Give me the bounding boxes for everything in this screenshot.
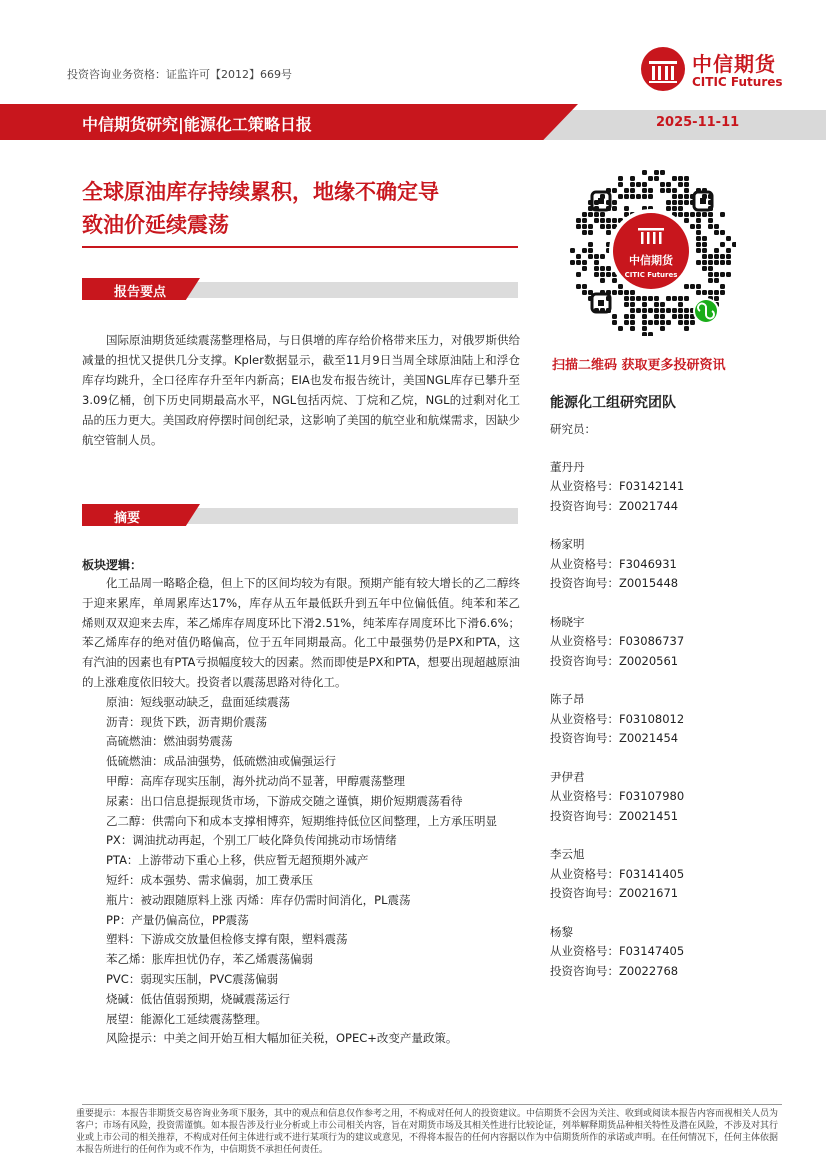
qr-module <box>582 230 587 235</box>
member-name: 李云旭 <box>550 847 585 861</box>
qr-module <box>600 218 605 223</box>
qr-module <box>654 170 659 175</box>
qr-module <box>660 308 665 313</box>
list-item: PP：产量仍偏高位，PP震荡 <box>106 912 249 927</box>
qr-module <box>684 212 689 217</box>
qr-module <box>642 332 647 336</box>
qr-module <box>642 320 647 325</box>
qr-module <box>624 296 629 301</box>
qr-module <box>654 296 659 301</box>
qr-module <box>582 248 587 253</box>
qr-module <box>654 308 659 313</box>
qr-module <box>678 296 683 301</box>
qr-module <box>714 290 719 295</box>
title-line-1: 全球原油库存持续累积，地缘不确定导 <box>82 180 439 204</box>
qr-module <box>714 230 719 235</box>
qr-module <box>696 236 701 241</box>
qr-module <box>576 284 581 289</box>
qr-module <box>726 272 731 277</box>
qr-module <box>582 212 587 217</box>
qr-module <box>642 182 647 187</box>
qr-center-cn: 中信期货 <box>629 254 673 267</box>
qr-module <box>636 182 641 187</box>
qr-module <box>720 284 725 289</box>
qr-module <box>606 218 611 223</box>
qr-module <box>702 266 707 271</box>
qr-module <box>654 314 659 319</box>
qr-module <box>630 308 635 313</box>
qr-module <box>582 260 587 265</box>
citic-logo-icon <box>640 46 686 92</box>
company-logo <box>640 46 810 94</box>
qr-module <box>630 176 635 181</box>
qr-module <box>666 320 671 325</box>
qr-module <box>696 224 701 229</box>
qr-module <box>678 200 683 205</box>
qr-module <box>612 218 617 223</box>
member-name: 杨黎 <box>550 924 573 939</box>
list-item: 展望：能源化工延续震荡整理。 <box>106 1011 267 1026</box>
qr-module <box>666 182 671 187</box>
qr-module <box>642 302 647 307</box>
qr-module <box>582 218 587 223</box>
qr-module <box>624 194 629 199</box>
qr-module <box>600 266 605 271</box>
qr-code[interactable] <box>566 166 736 336</box>
list-item: 尿素：出口信息提振现货市场，下游成交随之谨慎，期价短期震荡看待 <box>106 793 463 808</box>
qr-module <box>672 200 677 205</box>
qr-caption: 扫描二维码 获取更多投研资讯 <box>552 358 726 373</box>
qr-module <box>612 314 617 319</box>
list-item: 低硫燃油：成品油强势，低硫燃油或偏强运行 <box>106 754 336 769</box>
qr-module <box>648 176 653 181</box>
list-item: 短纤：成本强势、需求偏弱，加工费承压 <box>106 872 313 887</box>
qr-module <box>672 296 677 301</box>
title-divider <box>82 246 518 248</box>
qr-module <box>582 290 587 295</box>
team-member <box>550 768 770 827</box>
qr-module <box>684 200 689 205</box>
qr-logo-bar <box>659 232 662 244</box>
page-title <box>82 176 522 242</box>
team-member <box>550 845 770 904</box>
qr-module <box>642 188 647 193</box>
qr-module <box>660 182 665 187</box>
qr-module <box>624 206 629 211</box>
report-points-text: 国际原油期货延续震荡整理格局，与日俱增的库存给价格带来压力，对俄罗斯供给减量的担忧又提供几分支撑。Kpler数据显示，截至11月9日当周全球原油陆上和浮仓库存均跳升，全口径库存升至年内新高；EIA也发布报告统计，美国NGL库存已攀升至3.09亿桶，创下历史同期最高水平，NGL包括丙烷、丁烷和乙烷，NGL的过剩对化工品的压力更大。美国政府停摆时间创纪录，这影响了美国的航空业和航煤需求，因缺少航空管制人员。 <box>82 333 520 447</box>
qr-module <box>654 320 659 325</box>
qr-module <box>696 248 701 253</box>
qr-module <box>714 248 719 253</box>
qr-module <box>714 296 719 301</box>
qr-module <box>624 188 629 193</box>
qr-module <box>666 296 671 301</box>
qr-module <box>660 326 665 331</box>
qr-module <box>612 206 617 211</box>
qr-module <box>702 212 707 217</box>
qr-module <box>594 272 599 277</box>
qr-module <box>576 224 581 229</box>
qr-module <box>648 332 653 336</box>
qr-module <box>696 284 701 289</box>
member-name: 陈子昂 <box>550 692 585 706</box>
qr-module <box>630 320 635 325</box>
qr-module <box>582 284 587 289</box>
member-name: 尹伊君 <box>550 769 585 784</box>
qr-module <box>660 170 665 175</box>
qr-module <box>654 302 659 307</box>
qr-module <box>678 320 683 325</box>
qr-module <box>678 176 683 181</box>
qr-module <box>690 284 695 289</box>
qr-module <box>708 266 713 271</box>
qr-module <box>630 326 635 331</box>
qr-module <box>594 212 599 217</box>
qr-module <box>708 224 713 229</box>
qr-module <box>636 296 641 301</box>
qr-module <box>606 224 611 229</box>
qr-module <box>618 326 623 331</box>
qr-module <box>624 290 629 295</box>
qr-module <box>666 188 671 193</box>
list-item: 塑料：下游成交放量但检修支撑有限，塑料震荡 <box>106 932 348 947</box>
qr-logo-bar <box>641 232 644 244</box>
qr-module <box>708 218 713 223</box>
qr-module <box>600 272 605 277</box>
qr-module <box>618 176 623 181</box>
qr-module <box>678 182 683 187</box>
qr-module <box>672 194 677 199</box>
member-cert: 从业资格号：F3046931 <box>550 556 677 571</box>
team-member <box>550 458 770 517</box>
section-header-summary <box>82 504 518 526</box>
qr-module <box>708 278 713 283</box>
qr-module <box>660 302 665 307</box>
qr-module <box>696 218 701 223</box>
qr-module <box>648 296 653 301</box>
qr-module <box>726 260 731 265</box>
qr-module <box>618 194 623 199</box>
qr-module <box>576 254 581 259</box>
qr-module <box>678 212 683 217</box>
qr-module <box>606 230 611 235</box>
qr-module <box>732 242 736 247</box>
qr-finder-center <box>700 198 706 204</box>
qr-module <box>714 254 719 259</box>
qr-module <box>660 320 665 325</box>
member-name: 董丹丹 <box>550 459 585 474</box>
qr-module <box>684 296 689 301</box>
qr-module <box>612 200 617 205</box>
qr-module <box>672 176 677 181</box>
qr-module <box>684 326 689 331</box>
qr-module <box>636 194 641 199</box>
member-cert: 从业资格号：F03142141 <box>550 479 685 493</box>
qr-module <box>642 170 647 175</box>
qr-module <box>648 194 653 199</box>
qr-module <box>708 212 713 217</box>
team-title: 能源化工组研究团队 <box>550 395 676 411</box>
qr-module <box>648 320 653 325</box>
qr-logo-bar <box>647 232 650 244</box>
qr-module <box>648 188 653 193</box>
qr-module <box>672 314 677 319</box>
qr-module <box>618 290 623 295</box>
qr-module <box>582 266 587 271</box>
qr-module <box>642 326 647 331</box>
qr-module <box>708 272 713 277</box>
qr-module <box>720 260 725 265</box>
qr-module <box>714 278 719 283</box>
qr-module <box>630 296 635 301</box>
list-item: 沥青：现货下跌，沥青期价震荡 <box>106 714 267 729</box>
qr-module <box>702 254 707 259</box>
qr-module <box>690 320 695 325</box>
qr-module <box>672 188 677 193</box>
list-item: 乙二醇：供需向下和成本支撑相博弈，短期维持低位区间整理，上方承压明显 <box>106 813 497 828</box>
qr-module <box>606 266 611 271</box>
title-line-2: 致油价延续震荡 <box>82 213 229 237</box>
qr-module <box>684 314 689 319</box>
qr-module <box>678 194 683 199</box>
qr-module <box>684 176 689 181</box>
section-label: 报告要点 <box>114 285 167 300</box>
section-label: 摘要 <box>114 511 141 526</box>
qr-module <box>642 308 647 313</box>
qr-module <box>630 182 635 187</box>
qr-module <box>666 308 671 313</box>
qr-module <box>696 242 701 247</box>
qr-module <box>720 212 725 217</box>
list-item: 瓶片：被动跟随原料上涨 丙烯：库存仍需时间消化，PL震荡 <box>106 892 411 907</box>
qr-module <box>588 242 593 247</box>
list-item: 原油：短线驱动缺乏，盘面延续震荡 <box>106 694 290 709</box>
qr-module <box>600 254 605 259</box>
qr-module <box>720 254 725 259</box>
team-member <box>550 690 770 749</box>
report-date: 2025-11-11 <box>656 115 740 130</box>
qr-module <box>690 224 695 229</box>
qr-module <box>606 272 611 277</box>
footer-divider <box>82 1104 782 1105</box>
license-text: 投资咨询业务资格：证监许可【2012】669号 <box>67 68 292 81</box>
list-item: 风险提示：中美之间开始互相大幅加征关税，OPEC+改变产量政策。 <box>106 1031 458 1046</box>
logo-cn-text: 中信期货 <box>692 52 776 76</box>
qr-module <box>600 212 605 217</box>
qr-module <box>660 188 665 193</box>
qr-module <box>702 290 707 295</box>
list-item: 烧碱：低估值弱预期，烧碱震荡运行 <box>106 991 290 1006</box>
qr-module <box>684 218 689 223</box>
member-name: 杨家明 <box>550 537 585 551</box>
list-item: 甲醇：高库存现实压制，海外扰动尚不显著，甲醇震荡整理 <box>106 773 405 788</box>
list-item: 苯乙烯：胀库担忧仍存，苯乙烯震荡偏弱 <box>106 952 313 967</box>
qr-module <box>648 308 653 313</box>
qr-module <box>714 224 719 229</box>
qr-module <box>612 320 617 325</box>
qr-module <box>720 242 725 247</box>
qr-module <box>642 314 647 319</box>
qr-module <box>720 272 725 277</box>
report-banner <box>0 104 826 140</box>
qr-module <box>708 254 713 259</box>
qr-module <box>576 218 581 223</box>
team-member <box>550 923 770 982</box>
qr-finder-center <box>598 198 604 204</box>
qr-module <box>660 314 665 319</box>
qr-module <box>570 248 575 253</box>
qr-module <box>666 200 671 205</box>
qr-module <box>666 206 671 211</box>
disclaimer: 重要提示：本报告非期货交易咨询业务项下服务，其中的观点和信息仅作参考之用，不构成对任何人的投资建议。中信期货不会因为关注、收到或阅读本报告内容而视相关人员为客户；市场有风险，投资需谨慎。如本报告涉及行业分析或上市公司相关内容，旨在对期货市场及其相关性进行比较论证，列举解释期货品种相关特性及潜在风险，不涉及对其行业或上市公司的相关推荐，不构成对任何主体进行或不进行某项行为的建议或意见，不得将本报告的任何内容据以作为中信期货所作的承诺或声明。在任何情况下，任何主体依据本报告所进行的任何作为或不作为，中信期货不承担任何责任。 <box>76 1109 779 1155</box>
member-advisory: 投资咨询号：Z0020561 <box>550 653 679 668</box>
member-advisory: 投资咨询号：Z0015448 <box>550 576 679 590</box>
qr-module <box>654 176 659 181</box>
qr-module <box>726 236 731 241</box>
qr-module <box>600 224 605 229</box>
member-advisory: 投资咨询号：Z0021671 <box>550 886 679 900</box>
member-advisory: 投资咨询号：Z0021451 <box>550 808 679 823</box>
qr-module <box>696 212 701 217</box>
qr-module <box>582 224 587 229</box>
qr-module <box>702 260 707 265</box>
qr-module <box>588 254 593 259</box>
qr-module <box>672 308 677 313</box>
member-cert: 从业资格号：F03147405 <box>550 944 685 958</box>
qr-module <box>684 188 689 193</box>
qr-module <box>594 266 599 271</box>
member-name: 杨晓宇 <box>550 614 585 629</box>
member-advisory: 投资咨询号：Z0022768 <box>550 963 679 978</box>
qr-module <box>630 302 635 307</box>
member-advisory: 投资咨询号：Z0021744 <box>550 498 679 513</box>
qr-module <box>618 284 623 289</box>
qr-module <box>624 302 629 307</box>
qr-module <box>702 248 707 253</box>
banner-title: 中信期货研究|能源化工策略日报 <box>82 115 312 134</box>
qr-module <box>678 314 683 319</box>
qr-module <box>588 212 593 217</box>
qr-center-en: CITIC Futures <box>624 271 678 279</box>
qr-module <box>594 260 599 265</box>
qr-module <box>630 314 635 319</box>
member-advisory: 投资咨询号：Z0021454 <box>550 731 679 745</box>
qr-module <box>594 218 599 223</box>
logo-en-text: CITIC Futures <box>692 75 783 89</box>
member-cert: 从业资格号：F03141405 <box>550 866 685 881</box>
qr-module <box>678 302 683 307</box>
qr-module <box>576 272 581 277</box>
qr-logo-mark-icon <box>638 228 664 231</box>
qr-module <box>630 290 635 295</box>
qr-module <box>708 290 713 295</box>
member-cert: 从业资格号：F03086737 <box>550 634 685 648</box>
qr-module <box>642 296 647 301</box>
qr-module <box>690 212 695 217</box>
qr-module <box>588 230 593 235</box>
qr-module <box>684 194 689 199</box>
qr-module <box>684 182 689 187</box>
qr-module <box>684 308 689 313</box>
qr-module <box>672 206 677 211</box>
team-member <box>550 535 770 594</box>
qr-module <box>696 290 701 295</box>
qr-module <box>678 308 683 313</box>
summary-subtitle: 板块逻辑： <box>82 558 143 572</box>
qr-module <box>630 188 635 193</box>
qr-module <box>618 182 623 187</box>
summary-intro: 化工品周一略略企稳，但上下的区间均较为有限。预期产能有较大增长的乙二醇终于迎来累库，单周累库达17%，库存从五年最低跃升到五年中位偏低值。纯苯和苯乙烯则双双迎来去库，苯乙烯库存周度环比下滑2.51%，纯苯库存周度环比下滑6.6%；苯乙烯库存的绝对值仍略偏高，位于五年同期最高。化工中最强势仍是PX和PTA，这有汽油的因素也有PTA亏损幅度较大的因素。然而即使是PX和PTA，想要出现超越原油的上涨难度依旧较大。投资者以震荡思路对待化工。 <box>82 576 520 689</box>
team-member <box>550 613 770 672</box>
qr-module <box>714 260 719 265</box>
qr-module <box>702 236 707 241</box>
qr-module <box>684 284 689 289</box>
team-role: 研究员： <box>550 422 596 436</box>
qr-module <box>714 272 719 277</box>
list-item: PVC：弱现实压制，PVC震荡偏弱 <box>106 971 279 986</box>
qr-module <box>684 320 689 325</box>
qr-module <box>726 254 731 259</box>
qr-module <box>600 278 605 283</box>
qr-module <box>726 248 731 253</box>
section-bar-red <box>82 504 200 526</box>
qr-module <box>576 260 581 265</box>
qr-module <box>696 260 701 265</box>
qr-module <box>612 278 617 283</box>
summary-body <box>82 574 520 1049</box>
qr-module <box>588 224 593 229</box>
qr-module <box>612 290 617 295</box>
qr-module <box>624 320 629 325</box>
qr-finder-center <box>598 300 604 306</box>
qr-module <box>642 194 647 199</box>
qr-module <box>678 206 683 211</box>
report-points-body <box>82 330 520 450</box>
qr-module <box>702 242 707 247</box>
qr-module <box>630 194 635 199</box>
qr-module <box>720 290 725 295</box>
list-item: 高硫燃油：燃油弱势震荡 <box>106 734 233 749</box>
section-header-report-points <box>82 278 518 300</box>
list-item: PTA：上游带动下重心上移，供应暂无超预期外减产 <box>106 853 369 868</box>
qr-module <box>636 308 641 313</box>
team-list <box>550 420 770 1000</box>
qr-module <box>624 314 629 319</box>
qr-module <box>570 260 575 265</box>
qr-module <box>696 230 701 235</box>
qr-module <box>594 254 599 259</box>
qr-module <box>708 260 713 265</box>
list-item: PX：调油扰动再起，个别工厂岐化降负传闻挑动市场情绪 <box>106 833 397 848</box>
member-cert: 从业资格号：F03107980 <box>550 789 685 803</box>
qr-logo-bar <box>653 232 656 244</box>
qr-module <box>612 188 617 193</box>
qr-module <box>588 248 593 253</box>
member-cert: 从业资格号：F03108012 <box>550 711 685 726</box>
qr-module <box>720 230 725 235</box>
